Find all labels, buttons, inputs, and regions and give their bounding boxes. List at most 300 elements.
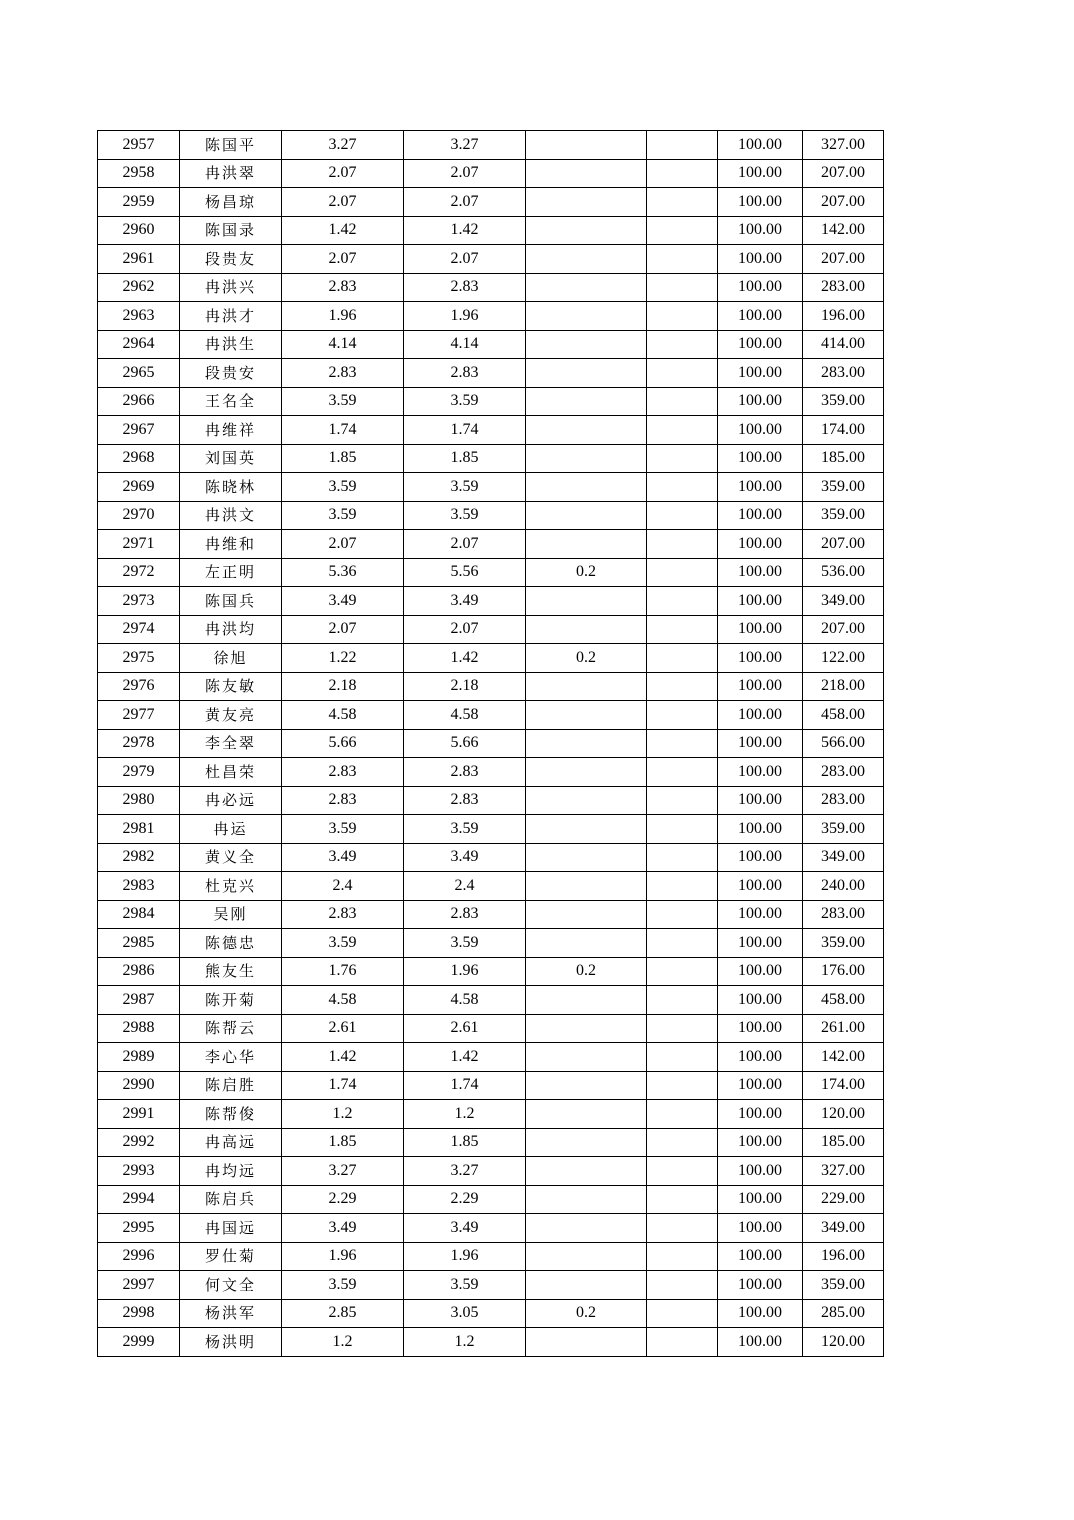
- table-row: [98, 1043, 884, 1072]
- name-cell: 李全翠: [180, 729, 282, 758]
- difference-cell: [526, 188, 647, 217]
- value-b-cell: 3.59: [404, 815, 526, 844]
- amount-cell: 207.00: [803, 615, 884, 644]
- value-b-cell: 2.07: [404, 245, 526, 274]
- difference-cell: [526, 900, 647, 929]
- name-cell: 段贵安: [180, 359, 282, 388]
- name-cell: 冉必远: [180, 786, 282, 815]
- table-row: [98, 359, 884, 388]
- blank-cell: [647, 900, 718, 929]
- value-b-cell: 5.56: [404, 558, 526, 587]
- rate-cell: 100.00: [718, 159, 803, 188]
- value-b-cell: 2.83: [404, 359, 526, 388]
- value-b-cell: 2.07: [404, 530, 526, 559]
- name-cell: 陈国兵: [180, 587, 282, 616]
- difference-cell: [526, 843, 647, 872]
- blank-cell: [647, 1071, 718, 1100]
- difference-cell: [526, 786, 647, 815]
- value-b-cell: 2.18: [404, 672, 526, 701]
- difference-cell: [526, 473, 647, 502]
- value-a-cell: 4.58: [282, 986, 404, 1015]
- difference-cell: [526, 216, 647, 245]
- blank-cell: [647, 159, 718, 188]
- amount-cell: 283.00: [803, 273, 884, 302]
- difference-cell: [526, 245, 647, 274]
- row-number-cell: 2965: [98, 359, 180, 388]
- row-number-cell: 2969: [98, 473, 180, 502]
- value-a-cell: 5.36: [282, 558, 404, 587]
- table-row: [98, 188, 884, 217]
- table-row: [98, 900, 884, 929]
- blank-cell: [647, 729, 718, 758]
- rate-cell: 100.00: [718, 131, 803, 160]
- value-b-cell: 1.74: [404, 1071, 526, 1100]
- value-a-cell: 3.59: [282, 815, 404, 844]
- row-number-cell: 2978: [98, 729, 180, 758]
- table-row: [98, 387, 884, 416]
- rate-cell: 100.00: [718, 387, 803, 416]
- blank-cell: [647, 416, 718, 445]
- difference-cell: [526, 273, 647, 302]
- table-row: [98, 330, 884, 359]
- value-b-cell: 1.2: [404, 1328, 526, 1357]
- table-row: [98, 1271, 884, 1300]
- name-cell: 李心华: [180, 1043, 282, 1072]
- name-cell: 杨洪军: [180, 1299, 282, 1328]
- name-cell: 冉洪兴: [180, 273, 282, 302]
- name-cell: 冉高远: [180, 1128, 282, 1157]
- rate-cell: 100.00: [718, 672, 803, 701]
- amount-cell: 566.00: [803, 729, 884, 758]
- rate-cell: 100.00: [718, 786, 803, 815]
- name-cell: 熊友生: [180, 957, 282, 986]
- rate-cell: 100.00: [718, 1299, 803, 1328]
- rate-cell: 100.00: [718, 843, 803, 872]
- difference-cell: [526, 1043, 647, 1072]
- row-number-cell: 2968: [98, 444, 180, 473]
- table-row: [98, 444, 884, 473]
- amount-cell: 229.00: [803, 1185, 884, 1214]
- value-a-cell: 2.83: [282, 359, 404, 388]
- rate-cell: 100.00: [718, 1242, 803, 1271]
- value-b-cell: 3.49: [404, 1214, 526, 1243]
- row-number-cell: 2958: [98, 159, 180, 188]
- value-b-cell: 2.61: [404, 1014, 526, 1043]
- table-row: [98, 701, 884, 730]
- rate-cell: 100.00: [718, 330, 803, 359]
- name-cell: 冉运: [180, 815, 282, 844]
- value-a-cell: 2.07: [282, 245, 404, 274]
- value-a-cell: 1.85: [282, 1128, 404, 1157]
- blank-cell: [647, 1299, 718, 1328]
- blank-cell: [647, 359, 718, 388]
- row-number-cell: 2964: [98, 330, 180, 359]
- table-row: [98, 1100, 884, 1129]
- value-b-cell: 2.07: [404, 159, 526, 188]
- row-number-cell: 2982: [98, 843, 180, 872]
- rate-cell: 100.00: [718, 501, 803, 530]
- row-number-cell: 2970: [98, 501, 180, 530]
- value-b-cell: 2.83: [404, 786, 526, 815]
- row-number-cell: 2976: [98, 672, 180, 701]
- name-cell: 冉均远: [180, 1157, 282, 1186]
- table-row: [98, 558, 884, 587]
- name-cell: 杨昌琼: [180, 188, 282, 217]
- amount-cell: 176.00: [803, 957, 884, 986]
- table-row: [98, 216, 884, 245]
- amount-cell: 218.00: [803, 672, 884, 701]
- name-cell: 陈帮云: [180, 1014, 282, 1043]
- name-cell: 陈启胜: [180, 1071, 282, 1100]
- amount-cell: 207.00: [803, 159, 884, 188]
- name-cell: 黄友亮: [180, 701, 282, 730]
- value-a-cell: 2.83: [282, 273, 404, 302]
- name-cell: 徐旭: [180, 644, 282, 673]
- rate-cell: 100.00: [718, 1128, 803, 1157]
- difference-cell: [526, 387, 647, 416]
- row-number-cell: 2997: [98, 1271, 180, 1300]
- rate-cell: 100.00: [718, 701, 803, 730]
- value-a-cell: 2.07: [282, 615, 404, 644]
- amount-cell: 185.00: [803, 1128, 884, 1157]
- rate-cell: 100.00: [718, 188, 803, 217]
- table-row: [98, 758, 884, 787]
- blank-cell: [647, 558, 718, 587]
- amount-cell: 283.00: [803, 359, 884, 388]
- difference-cell: [526, 872, 647, 901]
- value-a-cell: 2.83: [282, 900, 404, 929]
- value-b-cell: 2.83: [404, 273, 526, 302]
- amount-cell: 414.00: [803, 330, 884, 359]
- row-number-cell: 2966: [98, 387, 180, 416]
- row-number-cell: 2975: [98, 644, 180, 673]
- rate-cell: 100.00: [718, 245, 803, 274]
- difference-cell: [526, 302, 647, 331]
- value-a-cell: 3.59: [282, 929, 404, 958]
- amount-cell: 142.00: [803, 1043, 884, 1072]
- value-b-cell: 3.27: [404, 131, 526, 160]
- row-number-cell: 2963: [98, 302, 180, 331]
- value-b-cell: 1.42: [404, 1043, 526, 1072]
- value-b-cell: 2.4: [404, 872, 526, 901]
- blank-cell: [647, 473, 718, 502]
- blank-cell: [647, 1214, 718, 1243]
- rate-cell: 100.00: [718, 758, 803, 787]
- value-b-cell: 1.96: [404, 1242, 526, 1271]
- amount-cell: 327.00: [803, 1157, 884, 1186]
- difference-cell: [526, 758, 647, 787]
- value-a-cell: 1.2: [282, 1328, 404, 1357]
- row-number-cell: 2960: [98, 216, 180, 245]
- row-number-cell: 2996: [98, 1242, 180, 1271]
- value-b-cell: 3.59: [404, 1271, 526, 1300]
- difference-cell: [526, 1328, 647, 1357]
- name-cell: 刘国英: [180, 444, 282, 473]
- blank-cell: [647, 872, 718, 901]
- difference-cell: [526, 1271, 647, 1300]
- blank-cell: [647, 216, 718, 245]
- value-b-cell: 2.83: [404, 758, 526, 787]
- rate-cell: 100.00: [718, 986, 803, 1015]
- amount-cell: 359.00: [803, 473, 884, 502]
- row-number-cell: 2995: [98, 1214, 180, 1243]
- value-a-cell: 3.27: [282, 1157, 404, 1186]
- difference-cell: [526, 416, 647, 445]
- amount-cell: 458.00: [803, 986, 884, 1015]
- blank-cell: [647, 1043, 718, 1072]
- difference-cell: [526, 672, 647, 701]
- value-b-cell: 3.49: [404, 587, 526, 616]
- name-cell: 杜克兴: [180, 872, 282, 901]
- table-row: [98, 416, 884, 445]
- rate-cell: 100.00: [718, 302, 803, 331]
- amount-cell: 536.00: [803, 558, 884, 587]
- row-number-cell: 2999: [98, 1328, 180, 1357]
- value-a-cell: 4.14: [282, 330, 404, 359]
- difference-cell: [526, 1128, 647, 1157]
- blank-cell: [647, 843, 718, 872]
- table-row: [98, 587, 884, 616]
- value-a-cell: 1.42: [282, 216, 404, 245]
- name-cell: 冉国远: [180, 1214, 282, 1243]
- rate-cell: 100.00: [718, 1271, 803, 1300]
- value-b-cell: 1.85: [404, 444, 526, 473]
- rate-cell: 100.00: [718, 216, 803, 245]
- blank-cell: [647, 245, 718, 274]
- row-number-cell: 2988: [98, 1014, 180, 1043]
- rate-cell: 100.00: [718, 416, 803, 445]
- value-a-cell: 2.07: [282, 530, 404, 559]
- blank-cell: [647, 1157, 718, 1186]
- value-b-cell: 3.05: [404, 1299, 526, 1328]
- row-number-cell: 2971: [98, 530, 180, 559]
- amount-cell: 174.00: [803, 1071, 884, 1100]
- value-b-cell: 1.74: [404, 416, 526, 445]
- row-number-cell: 2973: [98, 587, 180, 616]
- amount-cell: 359.00: [803, 387, 884, 416]
- value-b-cell: 5.66: [404, 729, 526, 758]
- difference-cell: 0.2: [526, 957, 647, 986]
- name-cell: 陈国录: [180, 216, 282, 245]
- amount-cell: 207.00: [803, 188, 884, 217]
- blank-cell: [647, 986, 718, 1015]
- value-b-cell: 3.59: [404, 929, 526, 958]
- difference-cell: [526, 330, 647, 359]
- amount-cell: 327.00: [803, 131, 884, 160]
- rate-cell: 100.00: [718, 957, 803, 986]
- blank-cell: [647, 1328, 718, 1357]
- table-row: [98, 1299, 884, 1328]
- table-row: [98, 986, 884, 1015]
- difference-cell: [526, 615, 647, 644]
- blank-cell: [647, 1128, 718, 1157]
- value-b-cell: 4.14: [404, 330, 526, 359]
- rate-cell: 100.00: [718, 929, 803, 958]
- amount-cell: 196.00: [803, 1242, 884, 1271]
- difference-cell: [526, 986, 647, 1015]
- value-b-cell: 3.27: [404, 1157, 526, 1186]
- value-a-cell: 2.83: [282, 758, 404, 787]
- blank-cell: [647, 387, 718, 416]
- value-a-cell: 3.49: [282, 587, 404, 616]
- row-number-cell: 2989: [98, 1043, 180, 1072]
- blank-cell: [647, 1014, 718, 1043]
- rate-cell: 100.00: [718, 1157, 803, 1186]
- rate-cell: 100.00: [718, 473, 803, 502]
- value-a-cell: 3.59: [282, 387, 404, 416]
- rate-cell: 100.00: [718, 558, 803, 587]
- amount-cell: 207.00: [803, 530, 884, 559]
- difference-cell: [526, 1100, 647, 1129]
- blank-cell: [647, 672, 718, 701]
- value-a-cell: 2.18: [282, 672, 404, 701]
- row-number-cell: 2992: [98, 1128, 180, 1157]
- amount-cell: 283.00: [803, 900, 884, 929]
- row-number-cell: 2987: [98, 986, 180, 1015]
- name-cell: 吴刚: [180, 900, 282, 929]
- amount-cell: 349.00: [803, 1214, 884, 1243]
- amount-cell: 349.00: [803, 843, 884, 872]
- rate-cell: 100.00: [718, 444, 803, 473]
- value-b-cell: 4.58: [404, 701, 526, 730]
- value-a-cell: 1.74: [282, 416, 404, 445]
- blank-cell: [647, 758, 718, 787]
- rate-cell: 100.00: [718, 1043, 803, 1072]
- row-number-cell: 2986: [98, 957, 180, 986]
- table-row: [98, 159, 884, 188]
- row-number-cell: 2998: [98, 1299, 180, 1328]
- name-cell: 陈友敏: [180, 672, 282, 701]
- value-b-cell: 1.42: [404, 644, 526, 673]
- name-cell: 何文全: [180, 1271, 282, 1300]
- value-a-cell: 3.49: [282, 1214, 404, 1243]
- difference-cell: [526, 159, 647, 188]
- rate-cell: 100.00: [718, 872, 803, 901]
- blank-cell: [647, 1242, 718, 1271]
- blank-cell: [647, 929, 718, 958]
- blank-cell: [647, 587, 718, 616]
- amount-cell: 174.00: [803, 416, 884, 445]
- difference-cell: 0.2: [526, 644, 647, 673]
- value-b-cell: 1.42: [404, 216, 526, 245]
- amount-cell: 283.00: [803, 758, 884, 787]
- name-cell: 黄义全: [180, 843, 282, 872]
- name-cell: 陈德忠: [180, 929, 282, 958]
- row-number-cell: 2994: [98, 1185, 180, 1214]
- blank-cell: [647, 615, 718, 644]
- amount-cell: 283.00: [803, 786, 884, 815]
- value-a-cell: 1.85: [282, 444, 404, 473]
- blank-cell: [647, 1271, 718, 1300]
- difference-cell: [526, 131, 647, 160]
- difference-cell: 0.2: [526, 1299, 647, 1328]
- value-b-cell: 1.96: [404, 957, 526, 986]
- value-b-cell: 2.07: [404, 188, 526, 217]
- value-a-cell: 3.27: [282, 131, 404, 160]
- blank-cell: [647, 273, 718, 302]
- value-a-cell: 1.74: [282, 1071, 404, 1100]
- name-cell: 段贵友: [180, 245, 282, 274]
- row-number-cell: 2959: [98, 188, 180, 217]
- table-row: [98, 843, 884, 872]
- difference-cell: [526, 501, 647, 530]
- table-row: [98, 615, 884, 644]
- rate-cell: 100.00: [718, 1100, 803, 1129]
- value-a-cell: 2.83: [282, 786, 404, 815]
- amount-cell: 240.00: [803, 872, 884, 901]
- value-b-cell: 3.49: [404, 843, 526, 872]
- rate-cell: 100.00: [718, 530, 803, 559]
- difference-cell: [526, 729, 647, 758]
- name-cell: 陈帮俊: [180, 1100, 282, 1129]
- value-a-cell: 3.59: [282, 501, 404, 530]
- blank-cell: [647, 330, 718, 359]
- value-a-cell: 3.59: [282, 473, 404, 502]
- value-a-cell: 2.85: [282, 1299, 404, 1328]
- value-a-cell: 5.66: [282, 729, 404, 758]
- rate-cell: 100.00: [718, 1328, 803, 1357]
- row-number-cell: 2962: [98, 273, 180, 302]
- amount-cell: 122.00: [803, 644, 884, 673]
- amount-cell: 285.00: [803, 1299, 884, 1328]
- value-a-cell: 3.59: [282, 1271, 404, 1300]
- difference-cell: [526, 530, 647, 559]
- row-number-cell: 2961: [98, 245, 180, 274]
- difference-cell: [526, 359, 647, 388]
- difference-cell: [526, 701, 647, 730]
- amount-cell: 196.00: [803, 302, 884, 331]
- name-cell: 冉洪均: [180, 615, 282, 644]
- rate-cell: 100.00: [718, 615, 803, 644]
- name-cell: 陈晓林: [180, 473, 282, 502]
- table-row: [98, 1071, 884, 1100]
- difference-cell: [526, 1071, 647, 1100]
- value-a-cell: 1.76: [282, 957, 404, 986]
- value-a-cell: 2.07: [282, 188, 404, 217]
- table-row: [98, 957, 884, 986]
- amount-cell: 261.00: [803, 1014, 884, 1043]
- amount-cell: 207.00: [803, 245, 884, 274]
- value-b-cell: 2.07: [404, 615, 526, 644]
- name-cell: 杜昌荣: [180, 758, 282, 787]
- table-row: [98, 273, 884, 302]
- table-row: [98, 530, 884, 559]
- value-b-cell: 3.59: [404, 501, 526, 530]
- blank-cell: [647, 1100, 718, 1129]
- name-cell: 王名全: [180, 387, 282, 416]
- rate-cell: 100.00: [718, 1071, 803, 1100]
- difference-cell: [526, 1014, 647, 1043]
- row-number-cell: 2984: [98, 900, 180, 929]
- rate-cell: 100.00: [718, 1185, 803, 1214]
- value-a-cell: 2.61: [282, 1014, 404, 1043]
- amount-cell: 359.00: [803, 1271, 884, 1300]
- table-row: [98, 672, 884, 701]
- difference-cell: 0.2: [526, 558, 647, 587]
- name-cell: 冉维和: [180, 530, 282, 559]
- value-a-cell: 3.49: [282, 843, 404, 872]
- value-a-cell: 1.96: [282, 1242, 404, 1271]
- amount-cell: 142.00: [803, 216, 884, 245]
- rate-cell: 100.00: [718, 1214, 803, 1243]
- blank-cell: [647, 302, 718, 331]
- data-table: [97, 130, 884, 1357]
- row-number-cell: 2974: [98, 615, 180, 644]
- rate-cell: 100.00: [718, 587, 803, 616]
- blank-cell: [647, 188, 718, 217]
- blank-cell: [647, 815, 718, 844]
- difference-cell: [526, 1214, 647, 1243]
